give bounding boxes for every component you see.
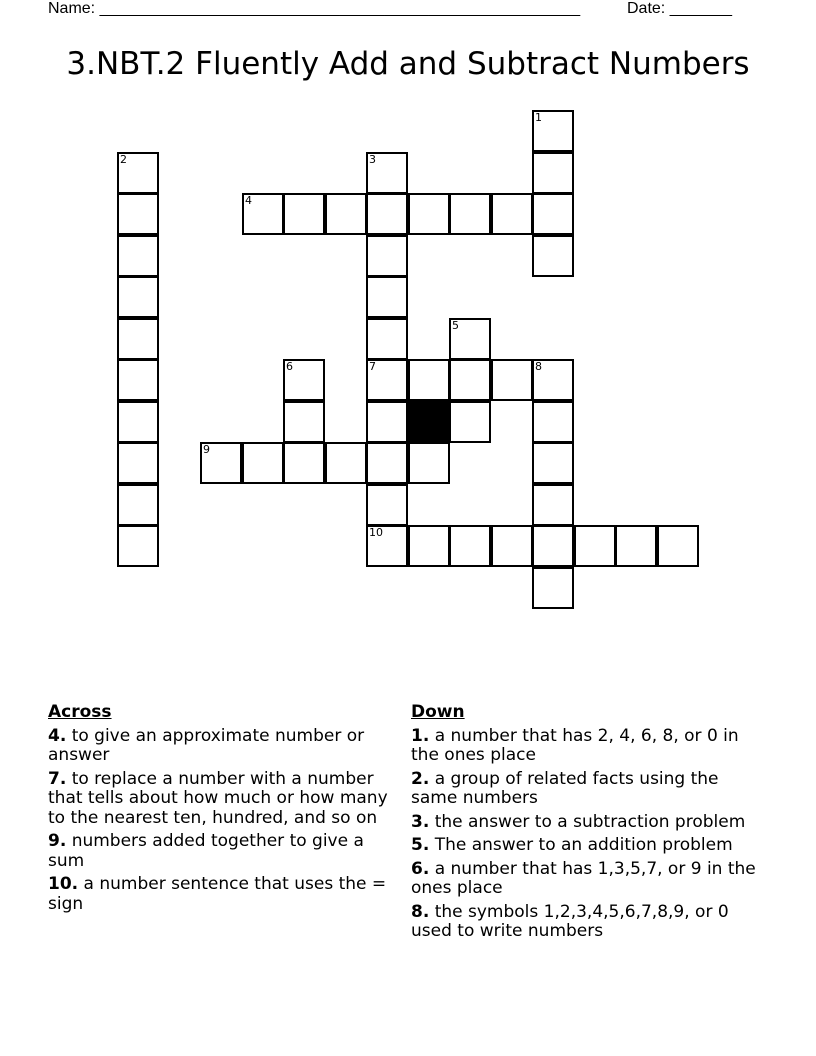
grid-cell[interactable] [366,318,408,360]
name-field-line[interactable]: Name: ______________________________________________________ [48,0,581,17]
clue-item-number: 2. [411,768,430,789]
clue-item-text: to give an approximate number or answer [48,725,365,765]
grid-cell[interactable] [366,235,408,277]
clue-number: 8 [535,360,542,373]
clue-number: 1 [535,111,542,124]
clue-item-text: a number that has 2, 4, 6, 8, or 0 in the ones place [411,725,739,765]
clue-number: 10 [369,526,383,539]
clue-number: 2 [120,153,127,166]
clue-item-number: 6. [411,858,430,879]
grid-cell[interactable] [408,525,450,567]
clue-number: 9 [203,443,210,456]
grid-cell[interactable] [117,318,159,360]
grid-cell[interactable] [532,484,574,526]
grid-cell[interactable] [574,525,616,567]
clue-item-text: a number that has 1,3,5,7, or 9 in the ones place [411,858,756,898]
clue-item-text: The answer to an addition problem [429,835,733,855]
date-field-line[interactable]: Date: _______ [627,0,732,17]
clue-item-number: 3. [411,811,430,832]
grid-cell[interactable] [242,193,284,235]
grid-cell[interactable] [532,525,574,567]
grid-cell[interactable] [491,359,533,401]
clue-item-number: 5. [411,835,430,855]
grid-cell[interactable] [532,567,574,609]
grid-cell[interactable] [366,276,408,318]
grid-cell[interactable] [532,442,574,484]
grid-cell[interactable] [408,442,450,484]
grid-cell[interactable] [532,359,574,401]
grid-cell[interactable] [117,235,159,277]
clue-item-number: 10. [48,874,79,894]
grid-cell[interactable] [491,193,533,235]
grid-cell[interactable] [366,193,408,235]
clue-item [411,813,761,833]
clue-item-text: to replace a number with a number that tells about how much or how many to the nearest ten, hundred, and so on [48,768,388,828]
grid-cell[interactable] [117,484,159,526]
grid-cell[interactable] [366,442,408,484]
grid-cell[interactable] [283,193,325,235]
clue-item [411,727,761,766]
grid-cell[interactable] [117,152,159,194]
grid-cell[interactable] [532,401,574,443]
down-clue-list [411,727,761,942]
grid-cell[interactable] [200,442,242,484]
clue-number: 3 [369,153,376,166]
grid-cell[interactable] [325,442,367,484]
grid-cell[interactable] [449,193,491,235]
grid-cell[interactable] [366,359,408,401]
clue-number: 5 [452,319,459,332]
clue-item-text: the answer to a subtraction problem [429,811,746,832]
clue-item-number: 9. [48,831,67,851]
grid-cell[interactable] [532,110,574,152]
grid-cell[interactable] [117,359,159,401]
grid-cell[interactable] [615,525,657,567]
grid-cell[interactable] [283,442,325,484]
clue-item-number: 8. [411,901,430,922]
grid-cell[interactable] [283,401,325,443]
grid-cell[interactable] [283,359,325,401]
clue-item [48,832,404,871]
clue-item [411,903,761,942]
grid-cell[interactable] [366,484,408,526]
clue-item [48,875,404,914]
grid-cell[interactable] [325,193,367,235]
grid-cell[interactable] [366,525,408,567]
clue-number: 7 [369,360,376,373]
page-title: 3.NBT.2 Fluently Add and Subtract Numbers [66,46,750,82]
grid-cell[interactable] [657,525,699,567]
grid-cell[interactable] [449,525,491,567]
clue-item-text: numbers added together to give a sum [48,831,364,871]
clue-item [411,836,761,856]
clue-item [48,770,404,829]
across-clue-list [48,727,404,915]
clue-item-text: a number sentence that uses the = sign [48,874,387,914]
grid-cell[interactable] [117,276,159,318]
clue-number: 6 [286,360,293,373]
grid-cell[interactable] [242,442,284,484]
grid-cell[interactable] [117,525,159,567]
grid-cell[interactable] [117,442,159,484]
grid-block [408,401,450,443]
clue-item-number: 4. [48,725,67,746]
grid-cell[interactable] [532,235,574,277]
grid-cell[interactable] [117,193,159,235]
grid-cell[interactable] [408,359,450,401]
down-clues [411,703,761,946]
grid-cell[interactable] [491,525,533,567]
clue-item-text: a group of related facts using the same numbers [411,768,719,808]
grid-cell[interactable] [449,401,491,443]
grid-cell[interactable] [449,359,491,401]
clue-number: 4 [245,194,252,207]
grid-cell[interactable] [532,193,574,235]
clue-item [411,770,761,809]
across-clues [48,703,404,918]
clue-item [48,727,404,766]
grid-cell[interactable] [366,152,408,194]
clue-item-text: the symbols 1,2,3,4,5,6,7,8,9, or 0 used to write numbers [411,901,729,941]
grid-cell[interactable] [408,193,450,235]
grid-cell[interactable] [449,318,491,360]
grid-cell[interactable] [532,152,574,194]
down-heading: Down [411,702,465,722]
clue-item [411,860,761,899]
clue-item-number: 1. [411,725,430,746]
grid-cell[interactable] [366,401,408,443]
across-heading: Across [48,702,112,722]
clue-item-number: 7. [48,768,67,789]
grid-cell[interactable] [117,401,159,443]
